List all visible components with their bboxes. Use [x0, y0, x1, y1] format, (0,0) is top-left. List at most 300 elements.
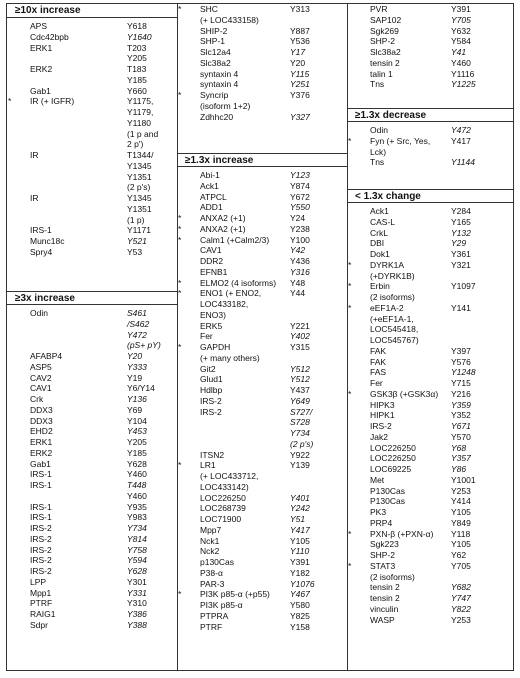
protein-name: syntaxin 4 [200, 68, 239, 79]
protein-name: ENO3) [200, 309, 226, 320]
protein-name: ANXA2 (+1) [200, 223, 246, 234]
phosphosite: Y221 [290, 320, 310, 331]
table-row [7, 96, 177, 107]
phosphosite: Y758 [127, 544, 147, 555]
phosphosite: Y216 [451, 388, 471, 399]
phosphosite: Y205 [127, 53, 147, 64]
protein-name: ENO1 (+ ENO2, [200, 288, 262, 299]
phosphosite: Y672 [290, 191, 310, 202]
protein-name: Syncrip [200, 90, 229, 100]
table-row [7, 75, 177, 86]
protein-name: Sgk223 [370, 539, 399, 550]
protein-name: P38-α [200, 567, 223, 578]
table-row [347, 136, 513, 147]
phosphosite: Y1001 [451, 474, 476, 485]
phosphosite: Y402 [290, 331, 310, 342]
table-row [7, 172, 177, 183]
protein-name: Odin [30, 308, 48, 318]
table-row [177, 15, 347, 26]
protein-name: DBI [370, 238, 385, 249]
table-row [347, 453, 513, 464]
phosphosite: Y391 [451, 4, 471, 14]
table-row [177, 245, 347, 256]
phosphosite: Y284 [451, 206, 471, 216]
protein-name: PK3 [370, 507, 387, 517]
protein-name: ADD1 [200, 202, 223, 213]
phosphosite: Y376 [290, 90, 310, 100]
phosphosite: Y874 [290, 180, 310, 191]
protein-name: LOC433142) [200, 481, 249, 492]
phosphosite: Y361 [451, 249, 471, 259]
protein-name: APS [30, 21, 48, 31]
protein-name: DYRK1A [370, 259, 405, 270]
asterisk-marker: * [178, 589, 182, 600]
phosphosite: Y649 [290, 395, 310, 406]
table-row [7, 598, 177, 609]
table-section [347, 108, 513, 168]
table-row [177, 439, 347, 450]
table-row [177, 267, 347, 278]
protein-name: ERK1 [30, 437, 53, 447]
protein-name: Sgk269 [370, 25, 399, 36]
table-column-3 [347, 4, 513, 670]
protein-name: GAPDH [200, 342, 231, 352]
table-row [177, 192, 347, 203]
table-row [347, 271, 513, 282]
phosphosite: Y110 [290, 546, 310, 557]
protein-name: SHP-1 [200, 36, 226, 47]
phosphosite: Y1171 [127, 225, 151, 236]
table-row [7, 21, 177, 32]
phosphosite: Y512 [290, 363, 310, 374]
table-row [7, 247, 177, 258]
phosphosite: Y1345 [127, 193, 152, 203]
table-row [177, 589, 347, 600]
table-row [7, 405, 177, 416]
protein-name: IRS-2 [370, 421, 392, 431]
table-row [347, 292, 513, 303]
protein-name: FAS [370, 367, 387, 378]
table-row [7, 204, 177, 215]
phosphosite: Y594 [127, 555, 147, 566]
section-header: ≥3x increase [7, 291, 177, 305]
phosphosite: Y628 [127, 458, 147, 469]
protein-name: (+DYRK1B) [370, 270, 415, 281]
phosphosite: Y185 [127, 74, 147, 85]
table-row [7, 502, 177, 513]
table-row [7, 107, 177, 118]
table-row [177, 288, 347, 299]
table-row [7, 459, 177, 470]
protein-name: LOC226250 [370, 442, 416, 453]
protein-name: HIPK3 [370, 399, 395, 410]
phosphosite: Y388 [127, 619, 147, 630]
asterisk-marker: * [178, 90, 182, 100]
protein-name: Erbin [370, 281, 390, 292]
phosphosite: Y822 [451, 603, 471, 614]
table-row [347, 507, 513, 518]
phosphosite: Y1248 [451, 367, 476, 378]
protein-name: Abi-1 [200, 170, 220, 180]
table-row [177, 460, 347, 471]
table-row [347, 604, 513, 615]
table-row [347, 79, 513, 90]
section-rows [347, 4, 513, 90]
phosphosite: S728 [290, 417, 310, 428]
protein-name: tensin 2 [370, 57, 400, 68]
phosphosite: Y536 [290, 36, 310, 47]
protein-name: ITSN2 [200, 449, 225, 460]
protein-name: Git2 [200, 363, 216, 374]
phosphosite: Y105 [290, 535, 310, 546]
protein-name: LOC226250 [370, 453, 416, 464]
table-row [347, 367, 513, 378]
phosphosite: Y313 [290, 4, 310, 14]
table-row [7, 193, 177, 204]
protein-name: (2 isoforms) [370, 292, 415, 302]
table-row [7, 491, 177, 502]
protein-name: IR [30, 193, 39, 203]
phosphosite: 2 p') [127, 139, 144, 150]
phosphosite: Y849 [451, 517, 471, 528]
protein-name: Jak2 [370, 431, 388, 442]
phosphosite-table [6, 3, 514, 671]
protein-name: LPP [30, 576, 47, 587]
table-row [7, 118, 177, 129]
protein-name: IRS-1 [30, 501, 52, 512]
protein-name: Mpp1 [30, 587, 52, 598]
phosphosite: Y42 [290, 245, 306, 256]
table-row [7, 373, 177, 384]
table-row [347, 615, 513, 626]
table-row [7, 340, 177, 351]
table-row [177, 417, 347, 428]
phosphosite: Y417 [451, 135, 471, 146]
table-section [347, 189, 513, 625]
table-row [7, 362, 177, 373]
table-row [177, 525, 347, 536]
protein-name: Gab1 [30, 458, 51, 469]
protein-name: Fyn (+ Src, Yes, [370, 135, 431, 146]
table-section [177, 4, 347, 122]
table-row [347, 421, 513, 432]
phosphosite: Y357 [451, 453, 471, 464]
table-column-2 [177, 4, 348, 670]
phosphosite: Y734 [290, 428, 310, 438]
protein-name: SHC [200, 4, 218, 14]
table-row [177, 90, 347, 101]
asterisk-marker: * [178, 223, 182, 234]
protein-name: LOC545767) [370, 335, 419, 345]
phosphosite: Y1175, [127, 96, 154, 107]
protein-name: PAR-3 [200, 578, 225, 589]
table-row [177, 364, 347, 375]
protein-name: (+eEF1A-1, [370, 313, 414, 324]
table-row [7, 588, 177, 599]
table-row [347, 147, 513, 158]
table-row [347, 529, 513, 540]
protein-name: CAV2 [30, 372, 52, 383]
phosphosite: Y315 [290, 342, 310, 352]
table-row [347, 228, 513, 239]
table-row [7, 182, 177, 193]
phosphosite: /S462 [127, 318, 150, 329]
protein-name: PVR [370, 4, 388, 14]
table-row [7, 319, 177, 330]
phosphosite: Y182 [290, 567, 310, 578]
phosphosite: Y316 [290, 266, 310, 277]
phosphosite: Y17 [290, 47, 306, 57]
table-row [177, 224, 347, 235]
table-row [177, 299, 347, 310]
protein-name: (isoform 1+2) [200, 100, 251, 111]
phosphosite: Y825 [290, 610, 310, 621]
phosphosite: Y123 [290, 170, 310, 180]
table-row [7, 394, 177, 405]
phosphosite: Y68 [451, 442, 467, 453]
table-row [347, 561, 513, 572]
table-row [7, 215, 177, 226]
phosphosite: Y512 [290, 374, 310, 385]
table-row [177, 353, 347, 364]
protein-name: Sdpr [30, 619, 48, 630]
phosphosite: Y618 [127, 21, 147, 31]
phosphosite: Y24 [290, 213, 306, 223]
section-header: ≥10x increase [7, 4, 177, 18]
table-row [7, 150, 177, 161]
phosphosite: Y472 [451, 125, 471, 135]
table-row [7, 523, 177, 534]
protein-name: vinculin [370, 603, 399, 614]
protein-name: PXN-β (+PXN-α) [370, 528, 434, 539]
table-row [347, 4, 513, 15]
protein-name: HIPK1 [370, 410, 395, 421]
table-row [177, 36, 347, 47]
table-row [7, 480, 177, 491]
phosphosite: Y100 [290, 234, 310, 245]
phosphosite: Y333 [127, 361, 147, 372]
table-row [7, 512, 177, 523]
protein-name: GSK3β (+GSK3α) [370, 388, 439, 399]
phosphosite: Y1225 [451, 79, 476, 90]
protein-name: (+ LOC433712, [200, 471, 259, 481]
table-row [177, 26, 347, 37]
table-row [347, 539, 513, 550]
protein-name: p130Cas [200, 557, 235, 567]
table-row [177, 557, 347, 568]
phosphosite: (pS+ pY) [127, 340, 161, 351]
table-row [347, 475, 513, 486]
protein-name: ERK1 [30, 42, 53, 53]
protein-name: ATPCL [200, 191, 227, 202]
phosphosite: Y1345 [127, 160, 152, 171]
protein-name: SHIP-2 [200, 25, 228, 36]
protein-name: IR (+ IGFR) [30, 96, 75, 107]
phosphosite: Y682 [451, 582, 471, 593]
table-row [7, 566, 177, 577]
protein-name: Fer [370, 378, 383, 388]
phosphosite: Y105 [451, 507, 471, 517]
protein-name: LOC433182, [200, 299, 249, 309]
protein-name: Spry4 [30, 246, 53, 257]
phosphosite: Y132 [451, 227, 471, 238]
table-row [177, 579, 347, 590]
protein-name: WASP [370, 614, 395, 625]
asterisk-marker: * [178, 234, 182, 245]
phosphosite: Y165 [451, 216, 471, 227]
protein-name: Dok1 [370, 249, 390, 259]
table-row [7, 426, 177, 437]
phosphosite: Y715 [451, 378, 471, 388]
phosphosite: Y460 [451, 57, 471, 68]
table-row [177, 482, 347, 493]
phosphosite: Y242 [290, 503, 310, 514]
table-row [177, 611, 347, 622]
table-row [177, 256, 347, 267]
table-row [177, 568, 347, 579]
table-row [347, 410, 513, 421]
table-row [347, 36, 513, 47]
protein-name: talin 1 [370, 68, 393, 79]
table-row [7, 534, 177, 545]
phosphosite: Y185 [127, 447, 147, 458]
protein-name: eEF1A-2 [370, 302, 404, 313]
protein-name: FAK [370, 345, 387, 356]
table-column-1 [7, 4, 178, 670]
table-row [177, 342, 347, 353]
protein-name: Slc38a2 [370, 47, 401, 57]
phosphosite: Y705 [451, 14, 471, 25]
phosphosite: Y359 [451, 399, 471, 410]
table-row [347, 593, 513, 604]
section-header: ≥1.3x decrease [347, 108, 513, 122]
section-rows [347, 203, 513, 625]
phosphosite: Y584 [451, 36, 471, 47]
phosphosite: Y570 [451, 431, 471, 442]
phosphosite: Y53 [127, 246, 143, 257]
asterisk-marker: * [348, 388, 352, 399]
protein-name: Nck1 [200, 535, 220, 546]
phosphosite: Y922 [290, 449, 310, 460]
protein-name: FAK [370, 356, 387, 367]
protein-name: DDX3 [30, 415, 53, 426]
table-row [7, 86, 177, 97]
phosphosite: Y460 [127, 490, 147, 501]
table-row [347, 443, 513, 454]
table-row [7, 32, 177, 43]
table-row [347, 157, 513, 168]
phosphosite: Y1076 [290, 578, 315, 589]
table-section [177, 153, 347, 632]
protein-name: ASP5 [30, 361, 52, 372]
protein-name: Ack1 [200, 180, 219, 191]
table-row [177, 514, 347, 525]
table-row [7, 437, 177, 448]
phosphosite: Y628 [127, 566, 147, 576]
phosphosite: Y814 [127, 533, 147, 544]
protein-name: PI3K p85-α [200, 600, 243, 610]
phosphosite: Y417 [290, 524, 310, 535]
protein-name: tensin 2 [370, 582, 400, 593]
table-row [347, 303, 513, 314]
table-row [7, 161, 177, 172]
table-row [7, 64, 177, 75]
phosphosite: Y660 [127, 85, 147, 96]
table-row [7, 129, 177, 140]
table-row [347, 486, 513, 497]
protein-name: Nck2 [200, 546, 220, 557]
protein-name: SHP-2 [370, 550, 396, 560]
table-row [347, 238, 513, 249]
table-row [347, 125, 513, 136]
protein-name: IRS-1 [30, 512, 52, 523]
phosphosite: Y141 [451, 302, 471, 313]
table-row [347, 324, 513, 335]
phosphosite: Y327 [290, 111, 310, 122]
phosphosite: Y397 [451, 345, 471, 356]
protein-name: Tns [370, 79, 385, 90]
asterisk-marker: * [178, 288, 182, 299]
phosphosite: Y467 [290, 589, 310, 600]
asterisk-marker: * [178, 277, 182, 288]
table-row [7, 383, 177, 394]
table-row [347, 378, 513, 389]
phosphosite: Y321 [451, 259, 471, 270]
protein-name: Odin [370, 125, 388, 135]
protein-name: Crk [30, 394, 44, 404]
protein-name: LOC69225 [370, 464, 412, 474]
table-row [177, 385, 347, 396]
protein-name: IR [30, 150, 39, 160]
table-row [177, 374, 347, 385]
phosphosite: Y310 [127, 598, 147, 609]
protein-name: Slc12a4 [200, 47, 231, 57]
section-rows [7, 18, 177, 258]
table-row [347, 389, 513, 400]
phosphosite: Y105 [451, 539, 471, 550]
table-row [177, 310, 347, 321]
phosphosite: (2 p's) [127, 182, 151, 193]
protein-name: Zdhhc20 [200, 111, 234, 122]
table-row [177, 493, 347, 504]
asterisk-marker: * [178, 4, 182, 14]
phosphosite: Y115 [290, 68, 310, 79]
table-row [347, 15, 513, 26]
protein-name: RAIG1 [30, 609, 56, 619]
table-row [347, 260, 513, 271]
phosphosite: Y139 [290, 460, 310, 471]
protein-name: ERK2 [30, 64, 53, 74]
asterisk-marker: * [348, 528, 352, 539]
asterisk-marker: * [348, 560, 352, 571]
protein-name: IRS-2 [200, 406, 222, 417]
phosphosite: Y86 [451, 464, 467, 474]
phosphosite: Y1097 [451, 281, 476, 292]
phosphosite: Y104 [127, 415, 147, 426]
table-row [347, 432, 513, 443]
table-row [7, 416, 177, 427]
phosphosite: Y69 [127, 404, 143, 415]
phosphosite: Y472 [127, 329, 147, 340]
table-row [7, 53, 177, 64]
table-row [177, 331, 347, 342]
table-row [347, 464, 513, 475]
table-row [177, 181, 347, 192]
protein-name: syntaxin 4 [200, 79, 239, 90]
table-row [177, 471, 347, 482]
protein-name: ERK2 [30, 447, 53, 458]
protein-name: Fer [200, 331, 213, 342]
